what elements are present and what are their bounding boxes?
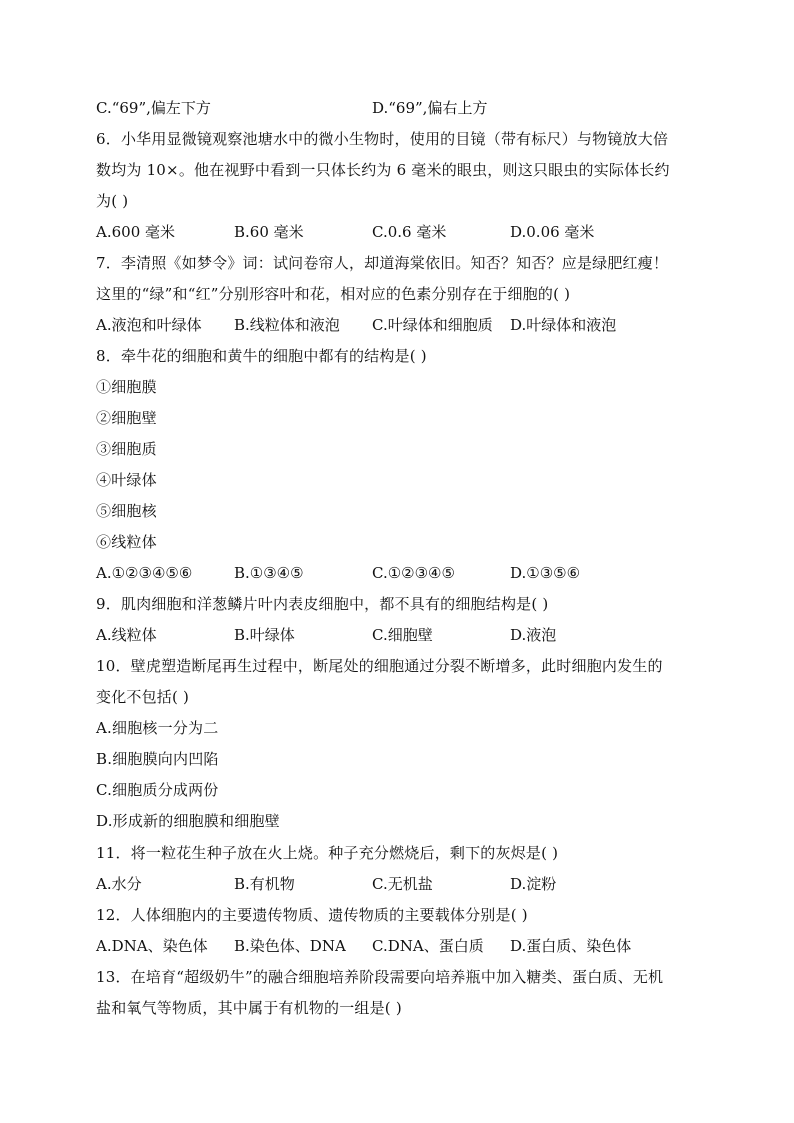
q12-option-a: A.DNA、染色体 [96, 937, 208, 955]
q10-option-d: D.形成新的细胞膜和细胞壁 [96, 812, 280, 830]
q9-option-b: B.叶绿体 [234, 626, 295, 644]
q8-option-a: A.①②③④⑤⑥ [96, 564, 193, 582]
q11-option-a: A.水分 [96, 875, 142, 893]
q10-option-b: B.细胞膜向内凹陷 [96, 750, 219, 768]
q8-option-b: B.①③④⑤ [234, 564, 304, 582]
q13-stem-line-2: 盐和氧气等物质，其中属于有机物的一组是( ) [96, 999, 402, 1017]
q11-option-c: C.无机盐 [372, 875, 433, 893]
q7-stem-line-2: 这里的“绿”和“红”分别形容叶和花，相对应的色素分别存在于细胞的( ) [96, 285, 571, 303]
q8-item-4: ④叶绿体 [96, 471, 157, 489]
q9-option-a: A.线粒体 [96, 626, 157, 644]
q6-options [96, 222, 706, 242]
q12-option-d: D.蛋白质、染色体 [510, 937, 632, 955]
q7-option-d: D.叶绿体和液泡 [510, 316, 617, 334]
q8-item-2: ②细胞壁 [96, 409, 157, 427]
q10-stem-line-1: 10．壁虎塑造断尾再生过程中，断尾处的细胞通过分裂不断增多，此时细胞内发生的 [96, 657, 663, 675]
q7-options [96, 315, 706, 335]
q9-option-d: D.液泡 [510, 626, 557, 644]
q12-option-b: B.染色体、DNA [234, 937, 346, 955]
q8-item-1: ①细胞膜 [96, 378, 157, 396]
q8-item-6: ⑥线粒体 [96, 533, 157, 551]
q10-option-c: C.细胞质分成两份 [96, 781, 219, 799]
q6-stem-line-3: 为( ) [96, 192, 129, 210]
q8-item-3: ③细胞质 [96, 440, 157, 458]
q7-stem-line-1: 7．李清照《如梦令》词：试问卷帘人，却道海棠依旧。知否？知否？应是绿肥红瘦！ [96, 254, 669, 272]
q6-option-d: D.0.06 毫米 [510, 223, 595, 241]
q5-option-c: C.“69”,偏左下方 [96, 99, 211, 117]
q6-stem-line-2: 数均为 10×。他在视野中看到一只体长约为 6 毫米的眼虫，则这只眼虫的实际体长约 [96, 161, 670, 179]
q6-option-b: B.60 毫米 [234, 223, 304, 241]
q10-stem-line-2: 变化不包括( ) [96, 688, 190, 706]
q12-stem-line-1: 12．人体细胞内的主要遗传物质、遗传物质的主要载体分别是( ) [96, 906, 528, 924]
q11-stem-line-1: 11．将一粒花生种子放在火上烧。种子充分燃烧后，剩下的灰烬是( ) [96, 844, 559, 862]
q6-stem-line-1: 6．小华用显微镜观察池塘水中的微小生物时，使用的目镜（带有标尺）与物镜放大倍 [96, 130, 669, 148]
q8-item-5: ⑤细胞核 [96, 502, 157, 520]
q7-option-c: C.叶绿体和细胞质 [372, 316, 493, 334]
q12-option-c: C.DNA、蛋白质 [372, 937, 484, 955]
q9-options [96, 625, 706, 645]
q6-option-c: C.0.6 毫米 [372, 223, 447, 241]
q5-options [96, 98, 706, 118]
q5-option-d: D.“69”,偏右上方 [372, 99, 488, 117]
q8-stem-line-1: 8．牵牛花的细胞和黄牛的细胞中都有的结构是( ) [96, 347, 427, 365]
q8-option-d: D.①③⑤⑥ [510, 564, 581, 582]
q7-option-a: A.液泡和叶绿体 [96, 316, 202, 334]
q8-options [96, 563, 706, 583]
q9-option-c: C.细胞壁 [372, 626, 433, 644]
q12-options [96, 936, 706, 956]
q13-stem-line-1: 13．在培育“超级奶牛”的融合细胞培养阶段需要向培养瓶中加入糖类、蛋白质、无机 [96, 968, 664, 986]
q8-option-c: C.①②③④⑤ [372, 564, 455, 582]
q7-option-b: B.线粒体和液泡 [234, 316, 340, 334]
q11-options [96, 874, 706, 894]
q6-option-a: A.600 毫米 [96, 223, 175, 241]
q11-option-d: D.淀粉 [510, 875, 557, 893]
q11-option-b: B.有机物 [234, 875, 295, 893]
q9-stem-line-1: 9．肌肉细胞和洋葱鳞片叶内表皮细胞中，都不具有的细胞结构是( ) [96, 595, 549, 613]
q10-option-a: A.细胞核一分为二 [96, 719, 219, 737]
